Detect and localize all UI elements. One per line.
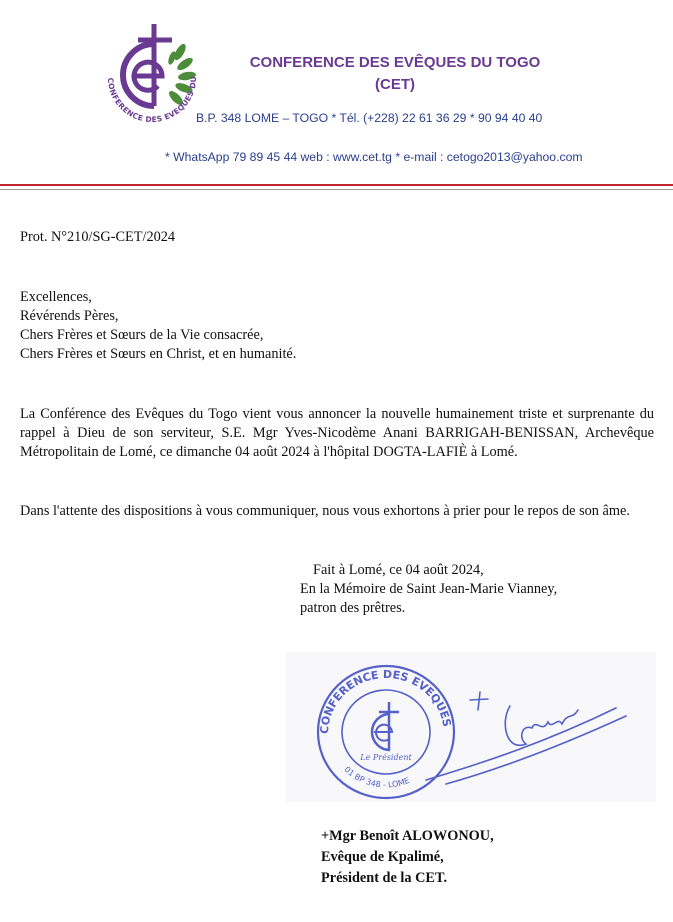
closing-place-date: Fait à Lomé, ce 04 août 2024,	[313, 562, 484, 578]
header-rule-red	[0, 184, 673, 186]
protocol-number: Prot. N°210/SG-CET/2024	[20, 229, 176, 245]
closing-patron: patron des prêtres.	[300, 600, 406, 616]
letterhead-title	[205, 52, 585, 96]
signatory-name: +Mgr Benoît ALOWONOU,	[321, 828, 494, 844]
stamp-signature-area	[286, 652, 656, 802]
salutations	[20, 288, 640, 364]
stamp-role: Le Président	[360, 753, 412, 762]
closing-block	[300, 561, 557, 618]
logo-ring-text: CONFERENCE DES EVEQUES DU	[105, 75, 199, 125]
salutation-line: Excellences,	[20, 289, 92, 305]
signatory-role: Président de la CET.	[321, 870, 448, 886]
announcement-paragraph: La Conférence des Evêques du Togo vient vous annoncer la nouvelle humainement triste et surprenante du rappel à Dieu de son serviteur, S.E. Mgr Yves-Nicodème Anani BARRIGAH-BENISSAN, Archevêque Métropolitain de Lomé, ce dimanche 04 août 2024 à l'hôpital DOGTA-LAFIÈ à Lomé.	[20, 406, 654, 460]
signatory-block	[321, 826, 494, 889]
official-stamp	[286, 652, 656, 802]
stamp-bottom-text: 01 BP 348 - LOME	[342, 764, 411, 790]
handwritten-signature	[426, 692, 626, 784]
cet-logo	[96, 18, 204, 126]
prayer-paragraph: Dans l'attente des dispositions à vous communiquer, nous vous exhortons à prier pour le repos de son âme.	[20, 503, 630, 519]
svg-text:01 BP 348 - LOME	[343, 765, 411, 790]
contact-line: * WhatsApp 79 89 45 44 web : www.cet.tg * e-mail : cetogo2013@yahoo.com	[165, 150, 583, 164]
stamp-ring-text: CONFERENCE DES EVEQUES	[317, 667, 454, 735]
address-line: B.P. 348 LOME – TOGO * Tél. (+228) 22 61 36 29 * 90 94 40 40	[196, 111, 543, 125]
org-abbrev: (CET)	[375, 76, 415, 93]
signatory-title: Evêque de Kpalimé,	[321, 849, 444, 865]
salutation-line: Chers Frères et Sœurs de la Vie consacrée,	[20, 327, 264, 343]
header-rule-grey	[0, 189, 673, 190]
salutation-line: Chers Frères et Sœurs en Christ, et en humanité.	[20, 346, 297, 362]
closing-memory: En la Mémoire de Saint Jean-Marie Vianney,	[300, 581, 558, 597]
org-name: CONFERENCE DES EVÊQUES DU TOGO	[249, 54, 541, 71]
salutation-line: Révérends Pères,	[20, 308, 119, 324]
